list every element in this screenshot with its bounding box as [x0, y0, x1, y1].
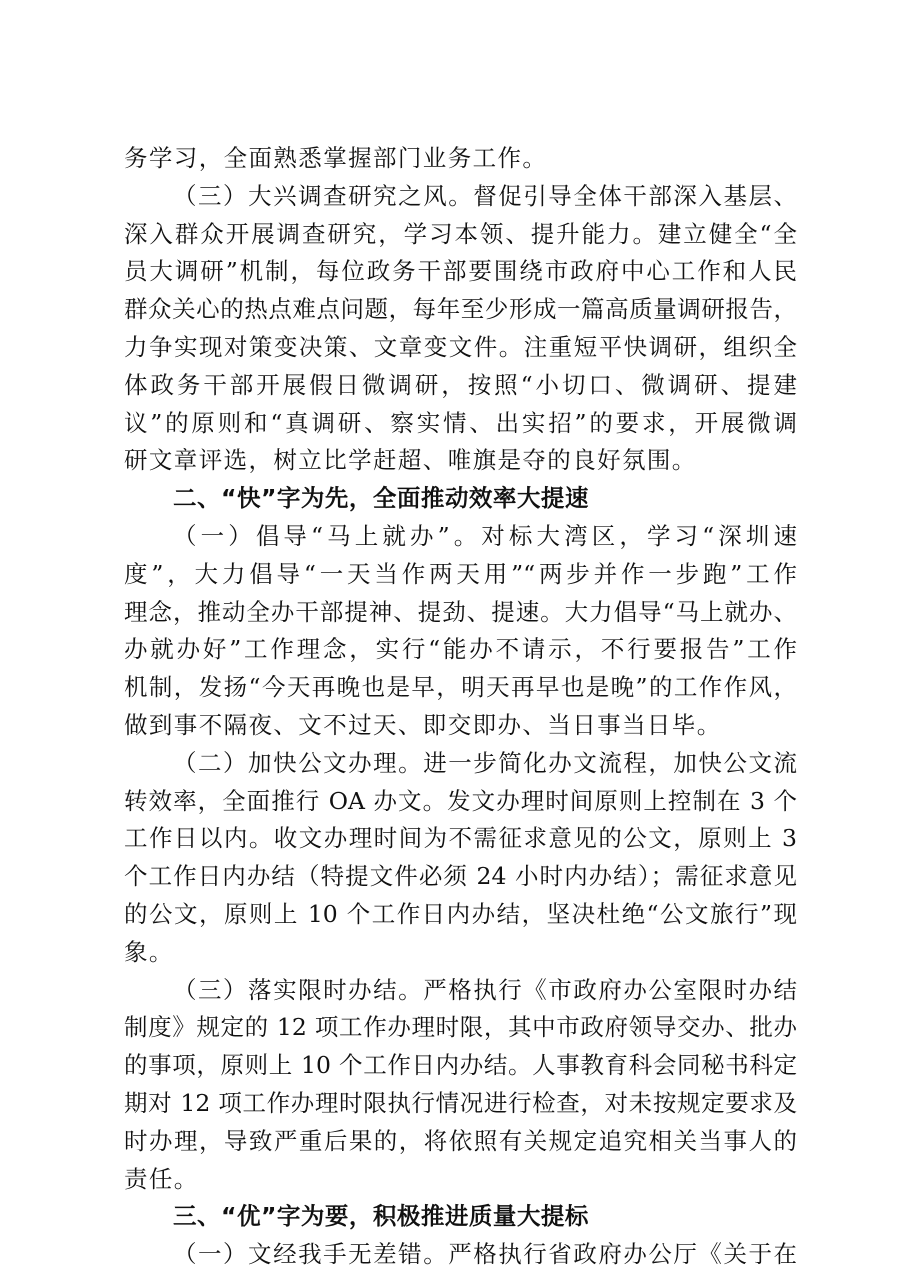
paragraph-line: 机制，发扬“今天再晚也是早，明天再早也是晚”的工作作风， — [124, 673, 797, 702]
paragraph-line: 的事项，原则上 10 个工作日内办结。人事教育科会同秘书科定 — [124, 1051, 797, 1080]
paragraph-line: 体政务干部开展假日微调研，按照“小切口、微调研、提建 — [124, 370, 797, 399]
paragraph-line: （一）文经我手无差错。严格执行省政府办公厅《关于在 — [173, 1240, 797, 1269]
section-heading: 二、“快”字为先，全面推动效率大提速 — [173, 484, 589, 513]
paragraph-line: 议”的原则和“真调研、察实情、出实招”的要求，开展微调 — [124, 408, 797, 437]
paragraph-line: 力争实现对策变决策、文章变文件。注重短平快调研，组织全 — [124, 333, 797, 361]
paragraph-line: （三）落实限时办结。严格执行《市政府办公室限时办结 — [173, 975, 797, 1004]
paragraph-line: 个工作日内办结（特提文件必须 24 小时内办结）；需征求意见 — [124, 862, 797, 891]
paragraph-line: 做到事不隔夜、文不过天、即交即办、当日事当日毕。 — [124, 711, 722, 739]
paragraph-line: 员大调研”机制，每位政务干部要围绕市政府中心工作和人民 — [124, 257, 797, 286]
paragraph-line: 象。 — [124, 937, 174, 966]
paragraph-line: 群众关心的热点难点问题，每年至少形成一篇高质量调研报告， — [124, 295, 797, 324]
paragraph-line: 理念，推动全办干部提神、提劲、提速。大力倡导“马上就办、 — [124, 597, 797, 626]
paragraph-line: 务学习，全面熟悉掌握部门业务工作。 — [124, 144, 548, 172]
paragraph-line: 转效率，全面推行 OA 办文。发文办理时间原则上控制在 3 个 — [124, 786, 797, 815]
paragraph-line: 责任。 — [124, 1164, 199, 1193]
paragraph-line: 制度》规定的 12 项工作办理时限，其中市政府领导交办、批办 — [124, 1013, 797, 1042]
paragraph-line: 研文章评选，树立比学赶超、唯旗是夺的良好氛围。 — [124, 446, 697, 475]
paragraph-line: （二）加快公文办理。进一步简化办文流程，加快公文流 — [173, 748, 797, 777]
paragraph-line: 度”，大力倡导“一天当作两天用”“两步并作一步跑”工作 — [124, 559, 797, 588]
paragraph-line: 深入群众开展调查研究，学习本领、提升能力。建立健全“全 — [124, 219, 797, 248]
paragraph-line: 办就办好”工作理念，实行“能办不请示，不行要报告”工作 — [124, 635, 797, 664]
paragraph-line: （三）大兴调查研究之风。督促引导全体干部深入基层、 — [173, 181, 797, 210]
paragraph-line: 时办理，导致严重后果的，将依照有关规定追究相关当事人的 — [124, 1126, 797, 1155]
paragraph-line: 工作日以内。收文办理时间为不需征求意见的公文，原则上 3 — [124, 824, 797, 853]
paragraph-line: 期对 12 项工作办理时限执行情况进行检查，对未按规定要求及 — [124, 1089, 797, 1117]
paragraph-line: 的公文，原则上 10 个工作日内办结，坚决杜绝“公文旅行”现 — [124, 900, 797, 928]
paragraph-line: （一）倡导“马上就办”。对标大湾区，学习“深圳速 — [173, 522, 797, 550]
section-heading: 三、“优”字为要，积极推进质量大提标 — [173, 1202, 589, 1231]
